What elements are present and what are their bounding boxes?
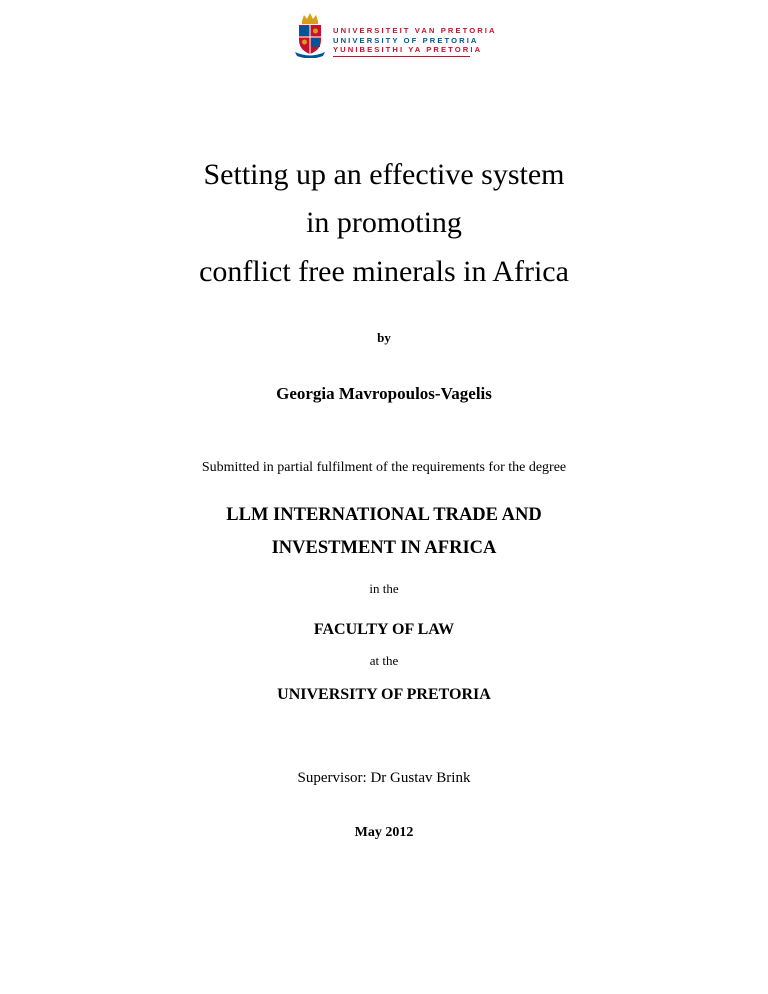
- degree-line-2: INVESTMENT IN AFRICA: [271, 538, 497, 558]
- title-line-3: conflict free minerals in Africa: [199, 255, 569, 288]
- submission-date: May 2012: [354, 825, 414, 840]
- university-name-afrikaans: UNIVERSITEIT VAN PRETORIA: [333, 26, 497, 35]
- submission-statement: Submitted in partial fulfilment of the requirements for the degree: [201, 460, 567, 475]
- at-the-label: at the: [369, 653, 399, 668]
- university-name: UNIVERSITY OF PRETORIA: [277, 686, 491, 703]
- university-crest-icon: [293, 12, 327, 58]
- university-name-sepedi: YUNIBESITHI YA PRETORIA: [333, 45, 483, 55]
- faculty-name: FACULTY OF LAW: [313, 621, 455, 638]
- degree-line-1: LLM INTERNATIONAL TRADE AND: [226, 505, 542, 525]
- author-name: Georgia Mavropoulos-Vagelis: [276, 384, 492, 403]
- supervisor: Supervisor: Dr Gustav Brink: [297, 770, 471, 786]
- university-logo: [293, 12, 497, 62]
- by-label: by: [377, 330, 391, 345]
- university-name-english: UNIVERSITY OF PRETORIA: [333, 35, 479, 45]
- title-line-1: Setting up an effective system: [203, 158, 565, 191]
- title-line-2: in promoting: [306, 206, 462, 239]
- in-the-label: in the: [369, 581, 399, 596]
- university-names: [333, 26, 497, 57]
- logo-underline: [333, 56, 470, 57]
